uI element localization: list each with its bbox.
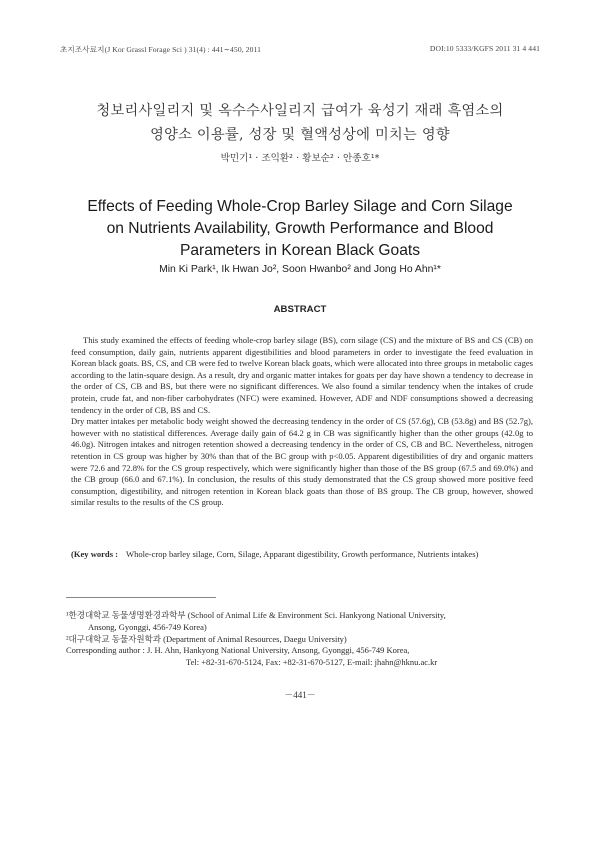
corresponding-author: Corresponding author : J. H. Ahn, Hankyong National University, Ansong, Gyonggi, 456-749 Korea, <box>66 645 410 656</box>
english-title-line-2: on Nutrients Availability, Growth Performance and Blood <box>106 220 494 237</box>
keywords-label: (Key words : <box>71 549 118 559</box>
korean-title-line-2: 영양소 이용률, 성장 및 혈액성상에 미치는 영향 <box>150 127 450 143</box>
english-authors: Min Ki Park¹, Ik Hwan Jo², Soon Hwanbo² and Jong Ho Ahn¹* <box>159 264 441 275</box>
footnote-affiliation-1: ¹한경대학교 동물생명환경과학부 (School of Animal Life & Environment Sci. Hankyong National University, <box>66 610 446 620</box>
keywords <box>71 549 533 561</box>
abstract-paragraph-2: Dry matter intakes per metabolic body weight showed the decreasing tendency in the order of CS (57.6g), CB (53.8g) and BS (52.7g), however with no statistical differences. Average daily gain of 64.2 g in CB was significantly higher than the other groups (42.0g to 46.0g). Nitrogen intakes and nitrogen retention showed a decreasing tendency in the order of CS, CB and BC. Nevertheless, nitrogen retention in CS group was higher by 30% than that of the BC group with p<0.05. Apparent digestibilities of dry and organic matters were 72.6 and 72.8% for the CS group respectively, which were significantly higher than those of the BS group (67.5 and 69.0%) and the CB group (66.0 and 67.1%). In conclusion, the results of this study demonstrated that the CS group showed more positive feed consumption, digestibility, and nitrogen retention in Korean black goats than those of BS group. The CB group, however, showed similar results to the results of the CS group. <box>71 416 533 508</box>
page-number: －441－ <box>284 690 316 700</box>
footnote-divider <box>66 597 216 598</box>
english-title-line-1: Effects of Feeding Whole-Crop Barley Silage and Corn Silage <box>87 198 513 215</box>
footnote-affiliation-1-address: Ansong, Gyonggi, 456-749 Korea) <box>88 621 207 632</box>
footnote-affiliation-2: ²대구대학교 동물자원학과 (Department of Animal Resources, Daegu University) <box>66 633 347 644</box>
abstract-body <box>71 335 533 509</box>
abstract-paragraph-1: This study examined the effects of feeding whole-crop barley silage (BS), corn silage (CS) and the mixture of BS and CS (CB) on feed consumption, daily gain, nutrients apparent digestibilities and blood parameters in order to investigate the feed evaluation in Korean black goats. BS, CS, and CB were fed to twelve Korean black goats, which were allocated into three groups in metabolic cages according to the latin-square design. As a result, dry and organic matter intakes for goats per day have shown a tendency to decrease in the order of CS, CB and BS, but there were no significant differences. We also found a similar tendency when the intakes of crude protein, crude fat, and non-fiber carbohydrates (NFC) were examined. However, ADF and NDF consumptions showed a decreasing tendency in the order of CB, BS and CS. <box>71 335 533 415</box>
journal-citation: 초지조사료지(J Kor Grassl Forage Sci ) 31(4) : 441∼450, 2011 <box>60 45 262 54</box>
corresponding-contact: Tel: +82-31-670-5124, Fax: +82-31-670-5127, E-mail: jhahn@hknu.ac.kr <box>186 657 438 668</box>
abstract-heading: ABSTRACT <box>273 304 327 315</box>
keywords-text: Whole-crop barley silage, Corn, Silage, Apparant digestibility, Growth performance, Nutrients intakes) <box>126 549 479 559</box>
footnotes <box>66 610 536 669</box>
doi: DOI:10 5333/KGFS 2011 31 4 441 <box>429 44 540 53</box>
korean-title-line-1: 청보리사일리지 및 옥수수사일리지 급여가 육성기 재래 흑염소의 <box>96 103 504 119</box>
english-title-line-3: Parameters in Korean Black Goats <box>179 242 421 259</box>
korean-authors: 박민기¹ · 조익환² · 황보순² · 안종호¹* <box>220 153 380 164</box>
